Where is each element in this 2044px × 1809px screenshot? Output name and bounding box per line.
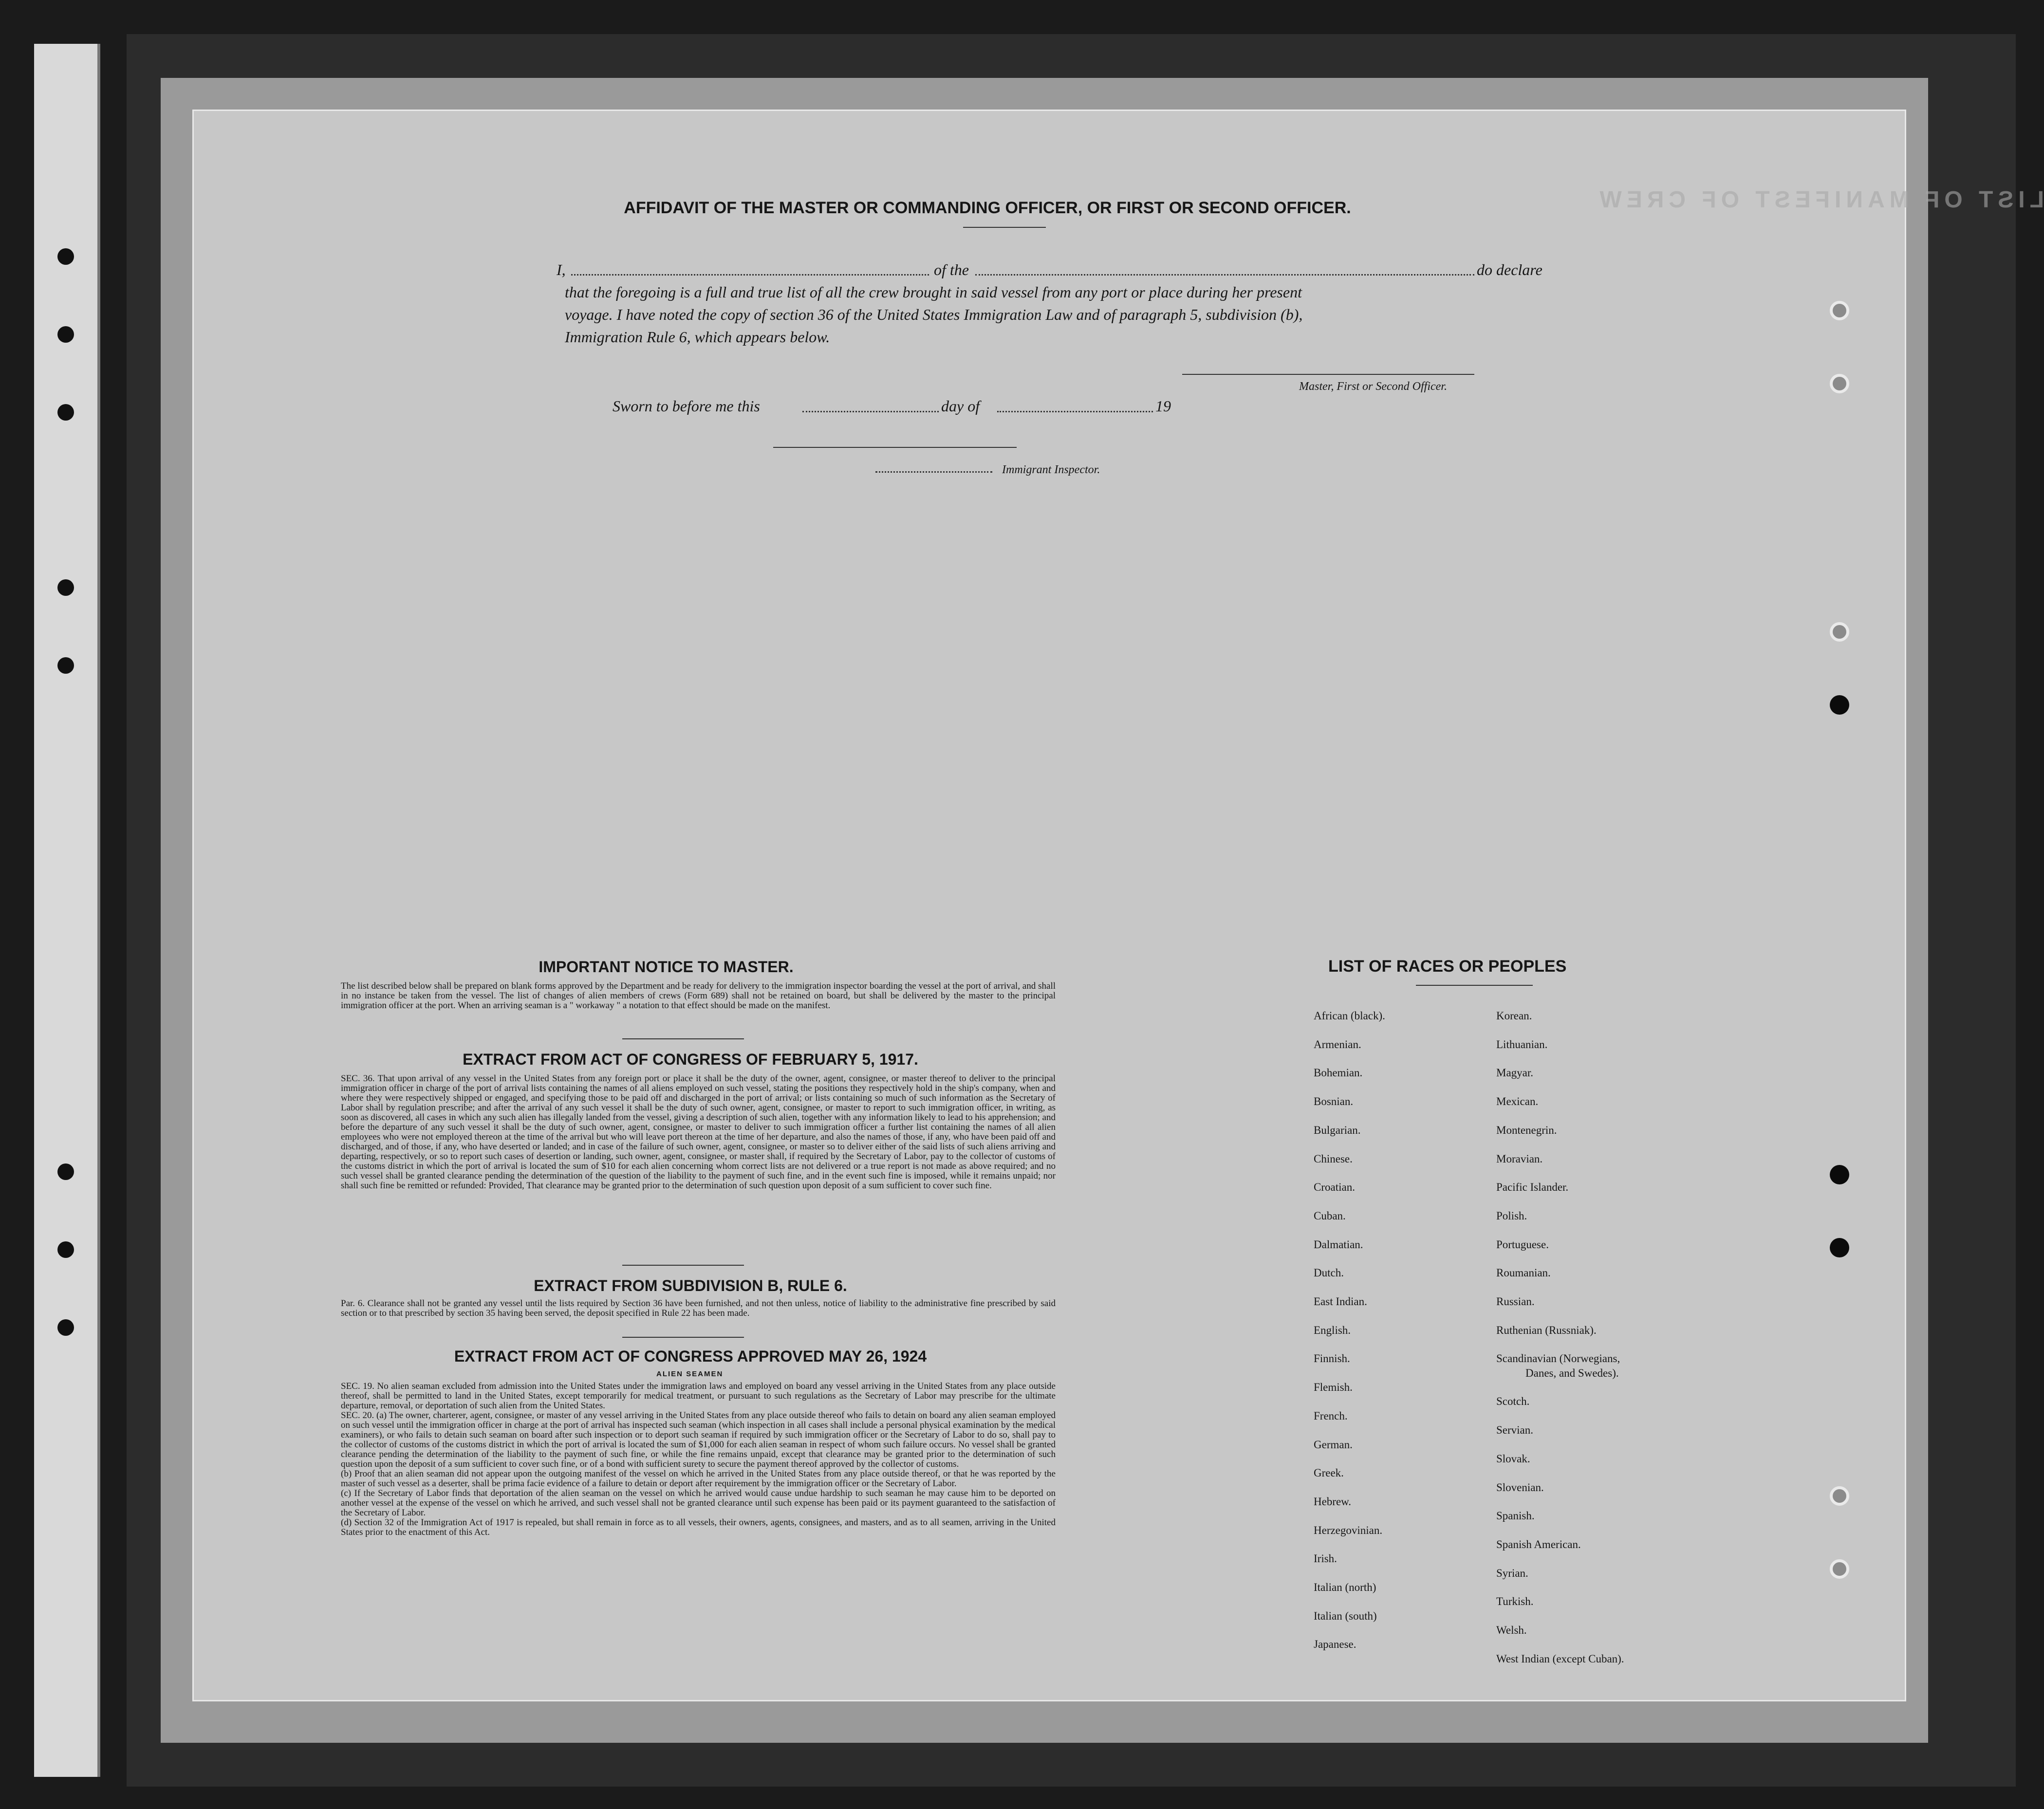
binder-hole [57, 657, 74, 674]
binder-strip [34, 44, 100, 1777]
punch-hole [1830, 1165, 1849, 1184]
inspector-blank [875, 471, 992, 473]
race-item: Mexican. [1496, 1095, 1539, 1108]
inspector-line [773, 447, 1017, 448]
race-item: Slovak. [1496, 1452, 1530, 1465]
binder-hole [57, 1241, 74, 1258]
notice-text [325, 981, 1056, 1011]
race-item: West Indian (except Cuban). [1496, 1652, 1624, 1665]
divider [963, 227, 1046, 228]
extract-rule6-title: EXTRACT FROM SUBDIVISION B, RULE 6. [534, 1277, 847, 1294]
punch-hole [1830, 374, 1849, 393]
race-item: Japanese. [1314, 1638, 1356, 1651]
inspector-caption: Immigrant Inspector. [1002, 463, 1100, 476]
race-item: Welsh. [1496, 1624, 1527, 1637]
race-item: Herzegovinian. [1314, 1524, 1383, 1536]
race-item: Roumanian. [1496, 1267, 1551, 1279]
binder-hole [57, 1319, 74, 1336]
punch-hole [1830, 1559, 1849, 1579]
races-list-right [1496, 1002, 1624, 1673]
race-item: Bohemian. [1314, 1067, 1363, 1079]
affidavit-line-4: Immigration Rule 6, which appears below. [565, 328, 830, 346]
document-page [192, 110, 2044, 1701]
extract-1917-paragraph: SEC. 36. That upon arrival of any vessel in the United States from any foreign port or place it shall be the duty of the owner, agent, consignee, or master thereof to deliver to the principal immigration officer in charge of the port of arrival lists containing the names of all aliens employed on such vessel, stating the positions they respectively hold in the ship's company, when and where they were respectively shipped or engaged, and specifying those to be paid off and discharged in the port of arrival; or lists containing so much of such information as the Secretary of Labor shall by regulation prescribe; and after the arrival of any such vessel it shall be the duty of such owner, agent, consignee, or master to report to such immigration officer, in writing, as soon as discovered, all cases in which any such alien has illegally landed from the vessel, giving a description of such alien, together with any information likely to lead to his apprehension; and before the departure of any such vessel it shall be the duty of such owner, agent, consignee, or master to deliver to such immigration officer a further list containing the names of all alien employees who were not employed thereon at the time of the arrival but who will leave port thereon at the time of her departure, and also the names of those, if any, who have been paid off and discharged, and of those, if any, who have deserted or landed; and in case of the failure of such owner, agent, consignee, or master so to deliver either of the said lists of such aliens arriving and departing, respectively, or so to report such cases of desertion or landing, such owner, agent, consignee, or master shall, if required by the Secretary of Labor, pay to the collector of customs of the customs district in which the port of arrival is located the sum of $10 for each alien concerning whom correct lists are not delivered or a true report is not made as above required; and no such vessel shall be granted clearance pending the determination of the question of the liability to the payment of such fine, and in the event such fine is imposed, while it remains unpaid; nor shall such fine be remitted or refunded: Provided, That clearance may be granted prior to the determination of such question upon deposit of a sum sufficient to cover such fine. [341, 1073, 1056, 1191]
race-item: English. [1314, 1324, 1351, 1336]
race-item: Polish. [1496, 1209, 1527, 1222]
binder-hole [57, 1163, 74, 1180]
race-item: Servian. [1496, 1424, 1534, 1437]
race-item: Greek. [1314, 1467, 1344, 1479]
day-blank [802, 411, 939, 412]
race-item: Dalmatian. [1314, 1238, 1363, 1251]
race-item: Bosnian. [1314, 1095, 1354, 1108]
race-item: Cuban. [1314, 1209, 1346, 1222]
binder-hole [57, 248, 74, 265]
race-item: Magyar. [1496, 1067, 1534, 1079]
sec20d-paragraph: (d) Section 32 of the Immigration Act of 1917 is repealed, but shall remain in force as to all vessels, their owners, agents, consignees, and masters, and as to all seamen, arriving in the United States prior to the enactment of this Act. [341, 1517, 1056, 1537]
race-item: Italian (south) [1314, 1609, 1377, 1622]
notice-title: IMPORTANT NOTICE TO MASTER. [539, 958, 794, 976]
sec20b-paragraph: (b) Proof that an alien seaman did not appear upon the outgoing manifest of the vessel on which he arrived in the United States from any place outside thereof, or that he was reported by the master of such vessel as a deserter, shall be prima facie evidence of a failure to detain or deport after requirement by the immigration officer or the Secretary of Labor. [341, 1469, 1056, 1489]
affidavit-title: AFFIDAVIT OF THE MASTER OR COMMANDING OFFICER, OR FIRST OR SECOND OFFICER. [624, 199, 1351, 217]
binder-hole [57, 326, 74, 343]
punch-hole [1830, 1238, 1849, 1257]
sec19-paragraph: SEC. 19. No alien seaman excluded from admission into the United States under the immigration laws and employed on board any vessel arriving in the United States from any place outside thereof, shall be permitted to land in the United States, except temporarily for medical treatment, or pursuant to such regulations as the Secretary of Labor may prescribe for the ultimate departure, removal, or deportation of such alien from the United States. [341, 1381, 1056, 1411]
race-item: Russian. [1496, 1295, 1535, 1308]
race-item: Chinese. [1314, 1152, 1353, 1165]
signature-line [1182, 374, 1474, 375]
affidavit-do-declare: do declare [1477, 261, 1542, 278]
race-item: Lithuanian. [1496, 1038, 1548, 1051]
race-item: Korean. [1496, 1010, 1532, 1022]
race-item: Portuguese. [1496, 1238, 1549, 1251]
divider [622, 1038, 744, 1039]
race-item: Croatian. [1314, 1181, 1355, 1194]
race-item: Slovenian. [1496, 1481, 1544, 1494]
race-item: Montenegrin. [1496, 1124, 1557, 1136]
race-item: Armenian. [1314, 1038, 1361, 1051]
race-item: Ruthenian (Russniak). [1496, 1324, 1597, 1336]
race-item: Turkish. [1496, 1595, 1534, 1608]
race-item: Dutch. [1314, 1267, 1344, 1279]
punch-hole [1830, 622, 1849, 642]
affidavit-line-2: that the foregoing is a full and true list of all the crew brought in said vessel from any port or place during her present [565, 283, 1302, 301]
race-item: Spanish. [1496, 1510, 1535, 1522]
race-item: Spanish American. [1496, 1538, 1581, 1551]
name-blank [571, 274, 929, 276]
affidavit-line-3: voyage. I have noted the copy of section 36 of the United States Immigration Law and of paragraph 5, subdivision (b), [565, 306, 1303, 323]
race-item: Scotch. [1496, 1395, 1530, 1408]
sec20a-paragraph: SEC. 20. (a) The owner, charterer, agent, consignee, or master of any vessel arriving in the United States from any place outside thereof who fails to detain on board any alien seaman employed on such vessel until the immigration officer in charge at the port of arrival has inspected such seaman (which inspection in all cases shall include a personal physical examination by the medical examiners), or who fails to detain such seaman on board after such inspection or to deport such seaman if required by such immigration officer or the Secretary of Labor to do so, shall pay to the collector of customs of the customs district in which the port of arrival is located the sum of $1,000 for each alien seaman in respect of whom such failure occurs. No vessel shall be granted clearance pending the determination of the liability to the payment of such fine, or while the fine remains unpaid, except that clearance may be granted prior to the determination of such question upon the deposit of a sum sufficient to cover such fine, or of a bond with sufficient surety to secure the payment thereof approved by the collector of customs. [341, 1410, 1056, 1469]
notice-paragraph: The list described below shall be prepared on blank forms approved by the Department and be ready for delivery to the immigration inspector boarding the vessel at the port of arrival, and shall in no instance be taken from the vessel. The list of changes of alien members of crews (Form 689) shall not be retained on board, but shall be delivered by the master to the principal immigration officer at the port. When an arriving seaman is a " workaway " a notation to that effect should be made on the manifest. [341, 981, 1056, 1011]
race-item: Danes, and Swedes). [1525, 1367, 1619, 1380]
race-item: African (black). [1314, 1010, 1385, 1022]
divider [622, 1337, 744, 1338]
race-item: East Indian. [1314, 1295, 1367, 1308]
race-item: Hebrew. [1314, 1495, 1352, 1508]
alien-seamen-subhead: ALIEN SEAMEN [656, 1370, 724, 1378]
vessel-blank [975, 274, 1474, 276]
month-blank [997, 411, 1153, 412]
bleed-through-text: LIST OF MANIFEST OF CREW [1595, 187, 2044, 213]
signer-caption: Master, First or Second Officer. [1299, 380, 1447, 393]
race-item: French. [1314, 1409, 1348, 1422]
race-item: Italian (north) [1314, 1581, 1376, 1594]
race-item: Flemish. [1314, 1381, 1353, 1394]
punch-hole [1830, 695, 1849, 715]
extract-rule6-text [325, 1299, 1056, 1318]
race-item: Bulgarian. [1314, 1124, 1361, 1136]
sec20c-paragraph: (c) If the Secretary of Labor finds that deportation of the alien seaman on the vessel on which he arrived would cause undue hardship to such seaman he may cause him to be deported on another vessel at the expense of the vessel on which he arrived, and such vessel shall not be granted clearance until such expense has been paid or its payment guaranteed to the satisfaction of the Secretary of Labor. [341, 1488, 1056, 1518]
extract-1917-title: EXTRACT FROM ACT OF CONGRESS OF FEBRUARY 5, 1917. [463, 1051, 918, 1068]
extract-1924-text [325, 1382, 1056, 1537]
extract-1924-title: EXTRACT FROM ACT OF CONGRESS APPROVED MAY 26, 1924 [454, 1348, 927, 1365]
races-list-left [1314, 1002, 1385, 1659]
affidavit-of-the: of the [934, 261, 969, 278]
race-item: Scandinavian (Norwegians, [1496, 1352, 1620, 1365]
binder-hole [57, 404, 74, 421]
extract-1917-text [325, 1074, 1056, 1191]
races-title: LIST OF RACES OR PEOPLES [1328, 957, 1567, 976]
year-text: 19 [1155, 397, 1171, 415]
race-item: Syrian. [1496, 1567, 1528, 1579]
affidavit-i: I, [557, 261, 566, 278]
race-item: Moravian. [1496, 1152, 1543, 1165]
day-of-text: day of [941, 397, 980, 415]
race-item: German. [1314, 1438, 1353, 1451]
divider [622, 1265, 744, 1266]
extract-rule6-paragraph: Par. 6. Clearance shall not be granted any vessel until the lists required by Section 36 have been furnished, and not then unless, notice of liability to the administrative fine prescribed by said section or to that prescribed by section 35 having been served, the deposit specified in Rule 22 has been made. [341, 1298, 1056, 1318]
sworn-text: Sworn to before me this [613, 397, 760, 415]
binder-hole [57, 579, 74, 596]
punch-hole [1830, 1486, 1849, 1506]
race-item: Finnish. [1314, 1352, 1350, 1365]
punch-hole [1830, 301, 1849, 320]
divider [1416, 985, 1533, 986]
race-item: Irish. [1314, 1552, 1337, 1565]
race-item: Pacific Islander. [1496, 1181, 1569, 1194]
